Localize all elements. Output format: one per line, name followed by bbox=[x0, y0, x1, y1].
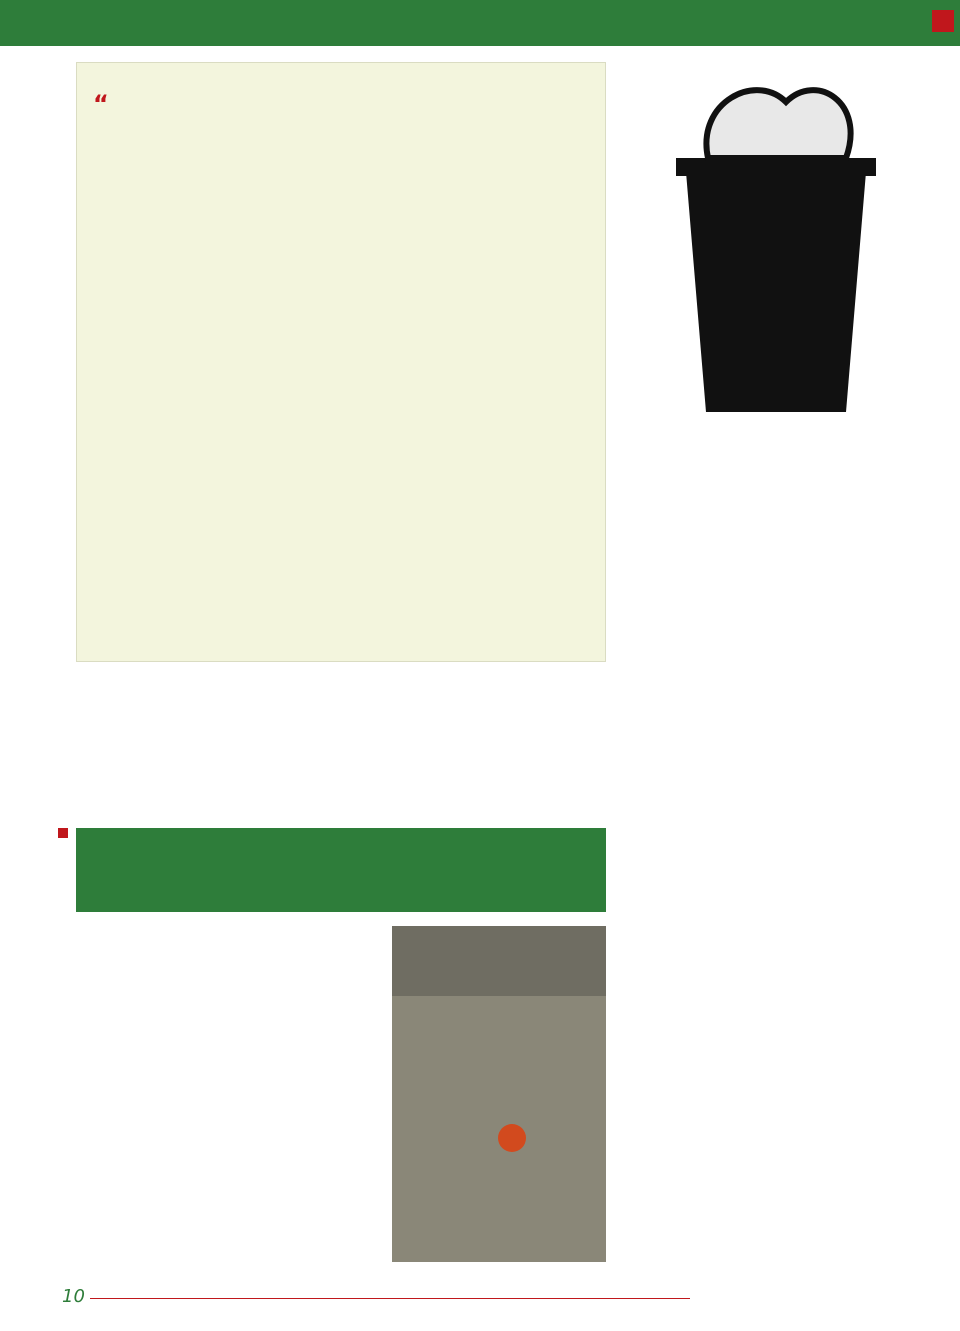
section2-title bbox=[76, 828, 606, 912]
landfill-photo bbox=[392, 926, 606, 1262]
trash-can-illustration bbox=[616, 62, 940, 432]
footer-rule bbox=[90, 1298, 690, 1299]
article-quote bbox=[93, 90, 589, 118]
top-banner bbox=[0, 0, 960, 46]
page-number: 10 bbox=[62, 1286, 85, 1307]
open-quote-icon: “ bbox=[93, 90, 109, 118]
banner-square-icon bbox=[932, 10, 954, 32]
section-bullet-icon bbox=[58, 828, 68, 838]
sidebar bbox=[624, 430, 940, 1292]
section2-body bbox=[58, 926, 382, 1274]
article-box bbox=[76, 62, 606, 662]
